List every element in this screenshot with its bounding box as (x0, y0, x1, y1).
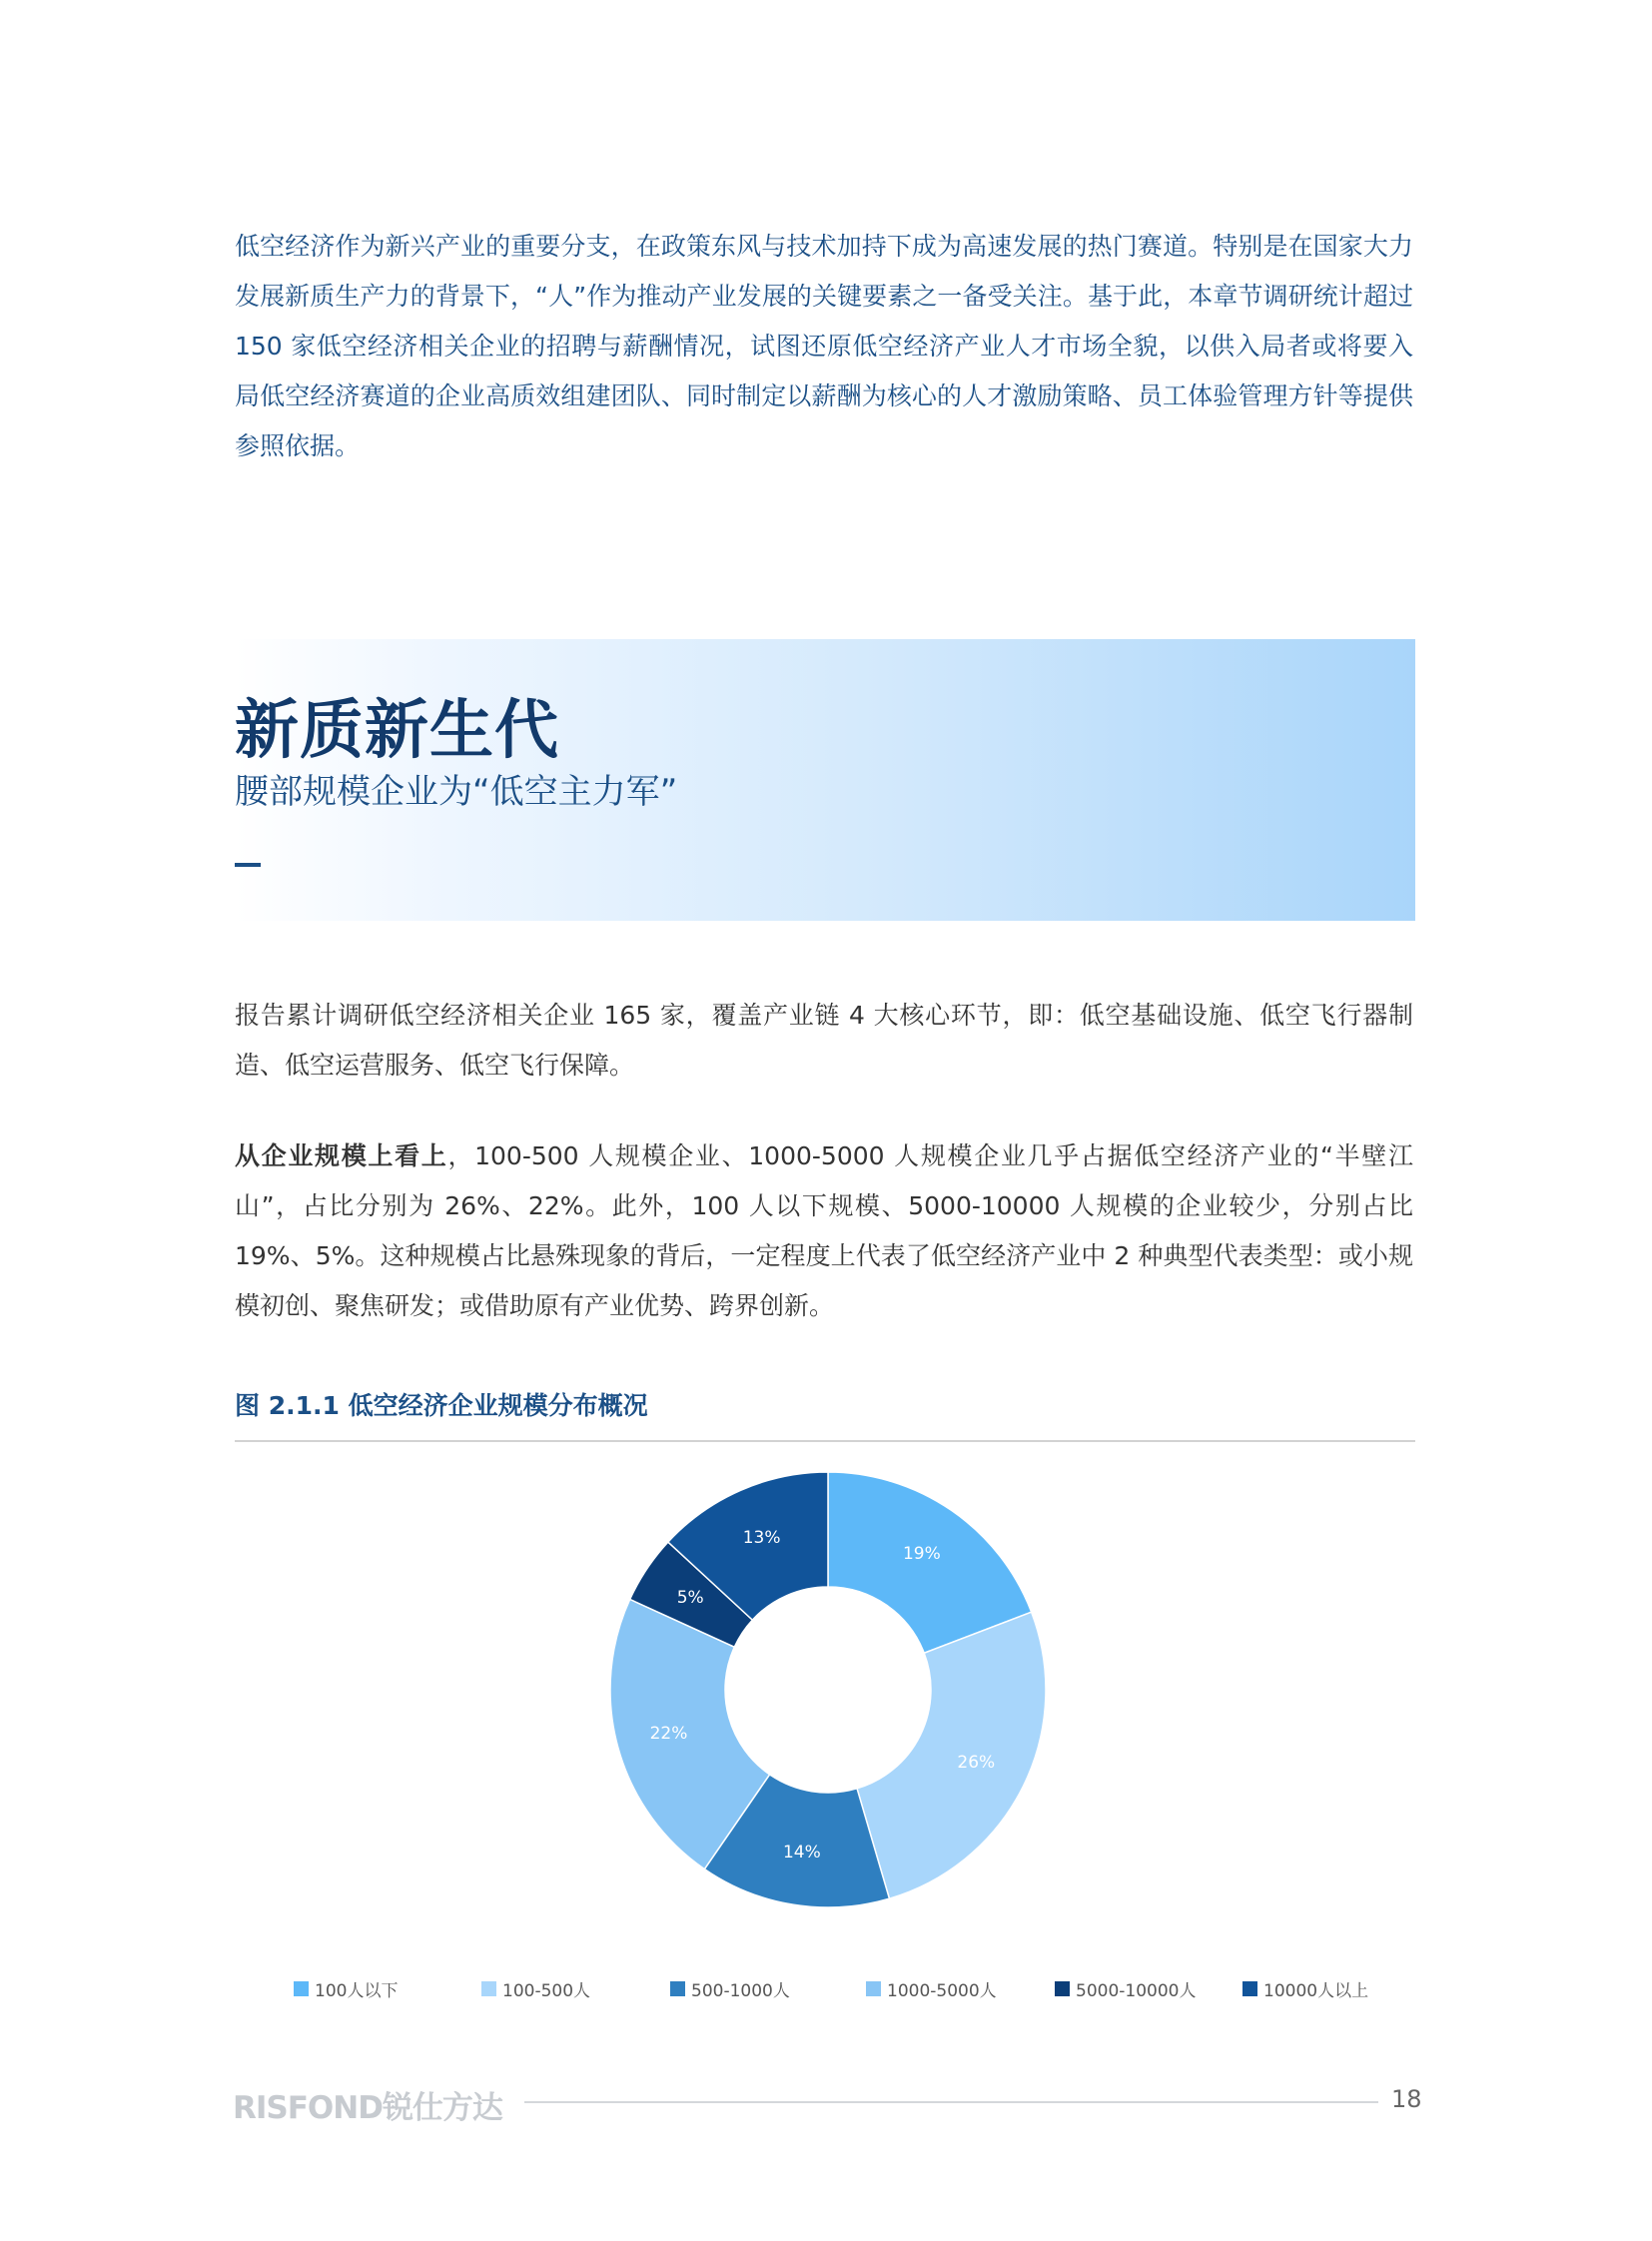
legend-label: 500-1000人 (691, 1981, 790, 2001)
legend-label: 10000人以上 (1263, 1981, 1369, 2001)
legend-swatch (294, 1981, 309, 1996)
legend-swatch (1242, 1981, 1257, 1996)
scale-paragraph-body: ，100-500 人规模企业、1000-5000 人规模企业几乎占据低空经济产业的“半壁江山”，占比分别为 26%、22%。此外，100 人以下规模、5000-10000 人规模的企业较少，分别占比 19%、5%。这种规模占比悬殊现象的背后，一定程度上代表了低空经济产业中 2 种典型代表类型：或小规模初创、聚焦研发；或借助原有产业优势、跨界创新。 (235, 1141, 1413, 1320)
section-title: 新质新生代 (235, 693, 559, 768)
page-number: 18 (1391, 2085, 1422, 2113)
legend-label: 100人以下 (315, 1981, 399, 2001)
slice-label: 5% (676, 1588, 704, 1609)
slice-label: 19% (902, 1543, 941, 1564)
legend-item (1242, 1976, 1368, 2001)
legend-swatch (1055, 1981, 1070, 1996)
legend-item (866, 1976, 997, 2001)
slice-label: 26% (957, 1753, 996, 1774)
figure-caption: 图 2.1.1 低空经济企业规模分布概况 (235, 1391, 648, 1420)
donut-slice (857, 1612, 1046, 1898)
legend-item (670, 1976, 790, 2001)
slice-label: 22% (649, 1724, 688, 1745)
survey-paragraph: 报告累计调研低空经济相关企业 165 家，覆盖产业链 4 大核心环节，即：低空基础设施、低空飞行器制造、低空运营服务、低空飞行保障。 (235, 1001, 1413, 1080)
legend-swatch (866, 1981, 881, 1996)
legend-item (1055, 1976, 1196, 2001)
legend-label: 5000-10000人 (1076, 1981, 1197, 2001)
slice-label: 13% (742, 1528, 781, 1549)
slice-label: 14% (782, 1843, 821, 1864)
brand-logo: RISFOND锐仕方达 (233, 2090, 502, 2126)
legend-swatch (670, 1981, 685, 1996)
legend-label: 100-500人 (502, 1981, 591, 2001)
legend-item (294, 1976, 398, 2001)
intro-paragraph: 低空经济作为新兴产业的重要分支，在政策东风与技术加持下成为高速发展的热门赛道。特别是在国家大力发展新质生产力的背景下，“人”作为推动产业发展的关键要素之一备受关注。基于此，本章节调研统计超过 150 家低空经济相关企业的招聘与薪酬情况，试图还原低空经济产业人才市场全貌，以供入局者或将要入局低空经济赛道的企业高质效组建团队、同时制定以薪酬为核心的人才激励策略、员工体验管理方针等提供参照依据。 (235, 232, 1413, 460)
section-subtitle: 腰部规模企业为“低空主力军” (235, 772, 678, 812)
footer-divider (524, 2101, 1378, 2103)
scale-paragraph-lead: 从企业规模上看上 (235, 1141, 448, 1170)
legend-item (481, 1976, 590, 2001)
legend-label: 1000-5000人 (887, 1981, 997, 2001)
legend-swatch (481, 1981, 496, 1996)
